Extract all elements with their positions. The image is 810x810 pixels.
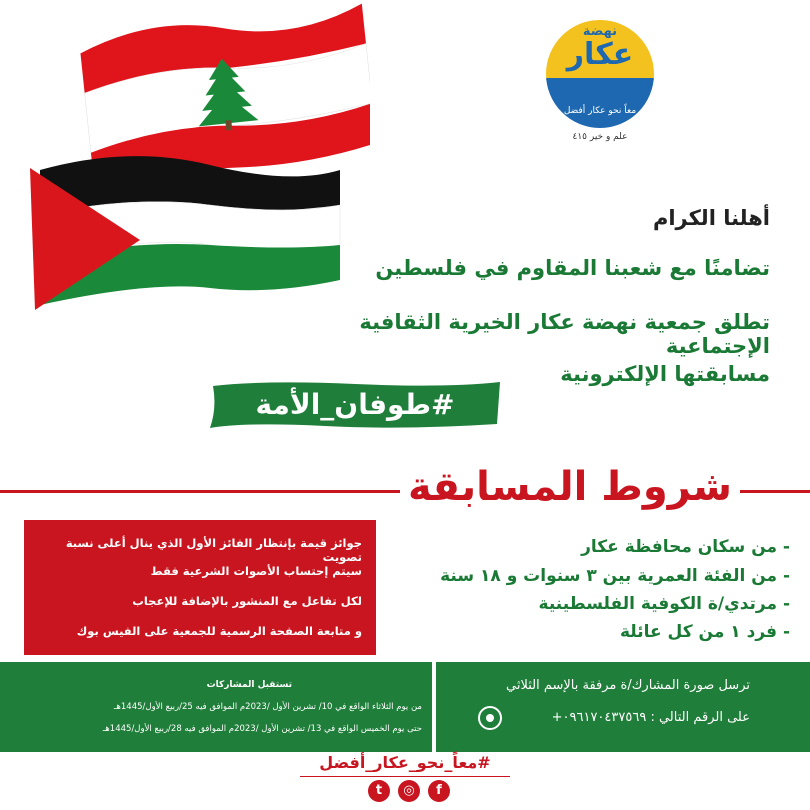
association-logo xyxy=(540,20,660,160)
phone-number: ٠٩٦١٧٠٤٣٧٥٦٩+ xyxy=(551,710,647,725)
logo-emblem xyxy=(546,20,654,128)
section-title: شروط المسابقة xyxy=(400,452,740,522)
receive-to: حتى يوم الخميس الواقع في 13/ تشرين الأول /2023م الموافق فيه 28/ربيع الأول/1445هـ xyxy=(102,724,422,734)
receive-from: من يوم الثلاثاء الواقع في 10/ تشرين الأول /2023م الموافق فيه 25/ربيع الأول/1445هـ xyxy=(113,702,422,712)
prize-line: و متابعة الصفحة الرسمية للجمعية على الفيس بوك xyxy=(76,624,362,638)
send-instruction: ترسل صورة المشارك/ة مرفقة بالإسم الثلاثي xyxy=(505,678,750,693)
prize-line: جوائز قيمة بإنتظار الفائز الأول الذي ينال أعلى نسبة تصويت xyxy=(65,536,362,564)
logo-title: عكار xyxy=(566,37,634,72)
bottom-hashtag-underline xyxy=(300,776,510,777)
condition-item: - فرد ١ من كل عائلة xyxy=(620,622,790,642)
phone-label: على الرقم التالي : xyxy=(650,710,750,725)
twitter-icon[interactable]: t xyxy=(368,780,390,802)
contest-line: مسابقتها الإلكترونية xyxy=(560,362,770,386)
prize-line: سيتم إحتساب الأصوات الشرعية فقط xyxy=(150,564,362,578)
palestine-flag xyxy=(30,156,340,310)
logo-slogan: معاً نحو عكار أفضل xyxy=(563,106,637,116)
prize-line: لكل تفاعل مع المنشور بالإضافة للإعجاب xyxy=(132,594,362,608)
phone-line xyxy=(552,710,750,725)
logo-subtitle: نهضة xyxy=(582,24,618,39)
prizes-box xyxy=(24,520,376,655)
launch-line: تطلق جمعية نهضة عكار الخيرية الثقافية الإجتماعية xyxy=(359,310,770,358)
solidarity-line: تضامنًا مع شعبنا المقاوم في فلسطين xyxy=(375,256,770,280)
facebook-icon[interactable]: f xyxy=(428,780,450,802)
submission-dates-panel xyxy=(0,662,432,752)
logo-tagline: علم و خير ٤١٥ xyxy=(572,132,628,142)
instagram-icon[interactable]: ◎ xyxy=(398,780,420,802)
campaign-hashtag: #طوفان_الأمة xyxy=(255,388,455,421)
condition-item: - من الفئة العمرية بين ٣ سنوات و ١٨ سنة xyxy=(440,566,790,586)
condition-item: - من سكان محافظة عكار xyxy=(581,537,790,557)
bottom-hashtag: #معاً_نحو_عكار_أفضل xyxy=(319,753,491,772)
receive-title: تستقبل المشاركات xyxy=(206,680,292,690)
send-instructions-panel xyxy=(436,662,810,752)
whatsapp-icon xyxy=(478,706,502,730)
greeting-line: أهلنا الكرام xyxy=(652,206,770,230)
condition-item: - مرتدي/ة الكوفية الفلسطينية xyxy=(538,594,790,614)
